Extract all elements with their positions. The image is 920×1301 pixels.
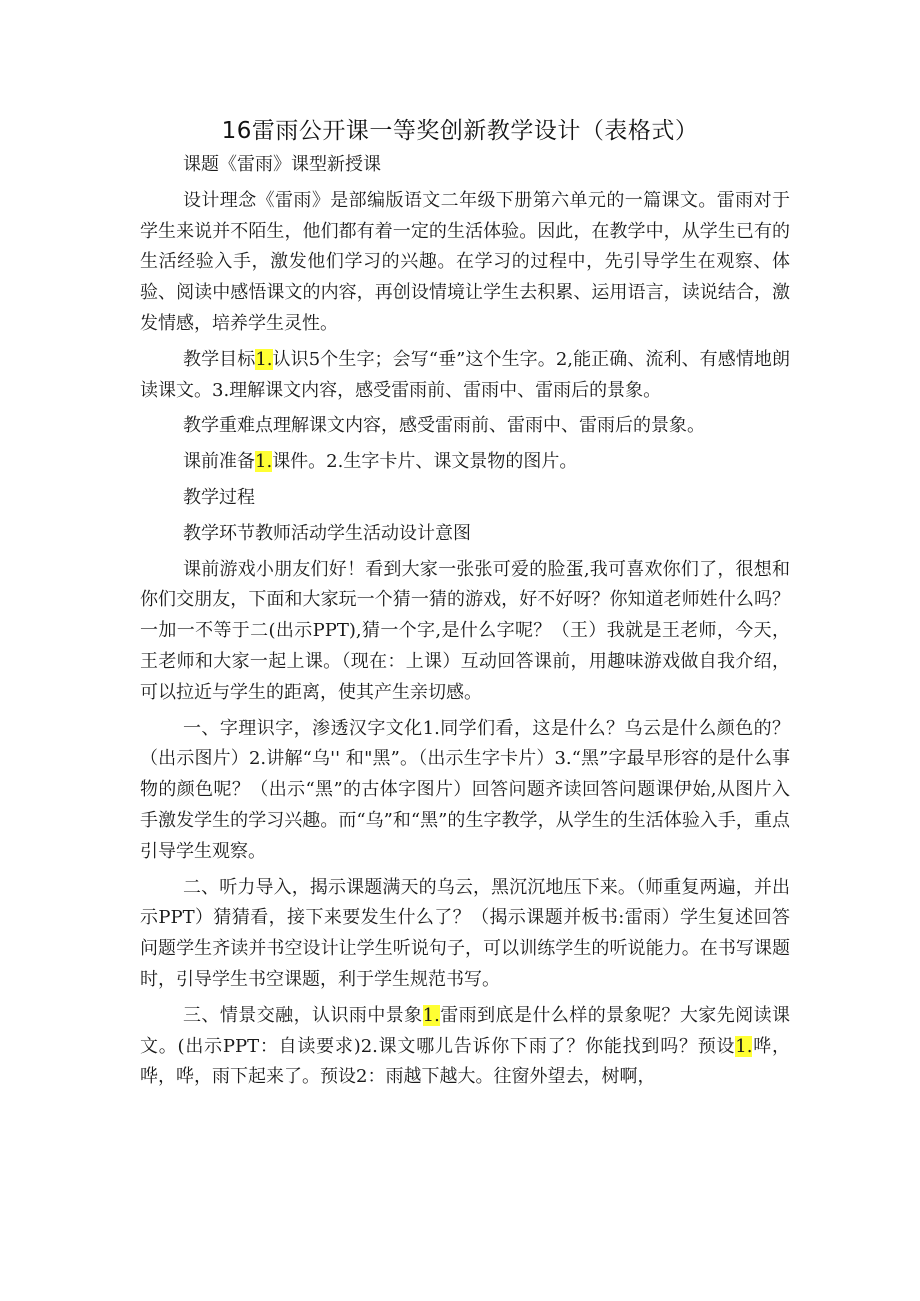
text-segment: 课件。2.生字卡片、课文景物的图片。 — [272, 451, 578, 473]
paragraph-pre-class-game: 课前游戏小朋友们好！看到大家一张张可爱的脸蛋,我可喜欢你们了，很想和你们交朋友，下面和大家玩一个猜一猜的游戏，好不好呀？你知道老师姓什么吗？一加一不等于二(出示PPT),猜一个字,是什么字呢？（王）我就是王老师，今天，王老师和大家一起上课。（现在：上课）互动回答课前，用趣味游戏做自我介绍，可以拉近与学生的距离，使其产生亲切感。 — [140, 558, 790, 703]
text-segment: 课前准备 — [183, 451, 255, 473]
text-segment: 认识5个生字；会写“垂”这个生字。2,能正确、流利、有感情地朗读课文。3.理解课文内容，感受雷雨前、雷雨中、雷雨后的景象。 — [140, 348, 790, 401]
paragraph-teaching-goals — [140, 345, 790, 407]
text-segment: 三、情景交融，认识雨中景象 — [183, 1004, 423, 1026]
document-title: 16雷雨公开课一等奖创新教学设计（表格式） — [221, 118, 699, 144]
paragraph-design-concept: 设计理念《雷雨》是部编版语文二年级下册第六单元的一篇课文。雷雨对于学生来说并不陌生，他们都有着一定的生活体验。因此，在教学中，从学生已有的生活经验入手，激发他们学习的兴趣。在学习的过程中，先引导学生在观察、体验、阅读中感悟课文的内容，再创设情境让学生去积累、运用语言，读说结合，激发情感，培养学生灵性。 — [140, 189, 790, 334]
highlight-mark: 1. — [422, 1004, 440, 1026]
paragraph-section-three — [140, 1001, 790, 1093]
paragraph-key-points: 教学重难点理解课文内容，感受雷雨前、雷雨中、雷雨后的景象。 — [183, 415, 705, 437]
document-body — [140, 150, 790, 1098]
text-segment: 教学目标 — [183, 348, 256, 370]
highlight-mark: 1. — [735, 1035, 753, 1057]
paragraph-lesson-topic: 课题《雷雨》课型新授课 — [183, 154, 381, 175]
paragraph-section-two: 二、听力导入，揭示课题满天的乌云，黑沉沉地压下来。（师重复两遍，并出示PPT）猜猜看，接下来要发生什么了？（揭示课题并板书:雷雨）学生复述回答问题学生齐读并书空设计让学生听说句子，可以训练学生的听说能力。在书写课题时，引导学生书空课题，利于学生规范书写。 — [140, 876, 790, 990]
paragraph-process-heading: 教学过程 — [183, 486, 255, 508]
highlight-mark: 1. — [255, 451, 273, 473]
paragraph-section-one: 一、字理识字，渗透汉字文化1.同学们看，这是什么？乌云是什么颜色的？（出示图片）2.讲解“乌'' 和"黑”。（出示生字卡片）3.“黑”字最早形容的是什么事物的颜色呢？（出示“黑”的古体字图片）回答问题齐读回答问题课伊始,从图片入手激发学生的学习兴趣。而“乌”和“黑”的生字教学，从学生的生活体验入手，重点引导学生观察。 — [140, 717, 790, 862]
text-segment: 雷雨到底是什么样的景象呢？大家先阅读课文。(出示PPT：自读要求)2.课文哪儿告诉你下雨了？你能找到吗？预设 — [140, 1004, 791, 1057]
highlight-mark: 1. — [255, 348, 273, 370]
text-segment: 哗，哗，哗，雨下起来了。预设2：雨越下越大。往窗外望去，树啊， — [140, 1035, 791, 1088]
paragraph-table-header: 教学环节教师活动学生活动设计意图 — [183, 522, 471, 544]
paragraph-preparation — [140, 447, 790, 478]
